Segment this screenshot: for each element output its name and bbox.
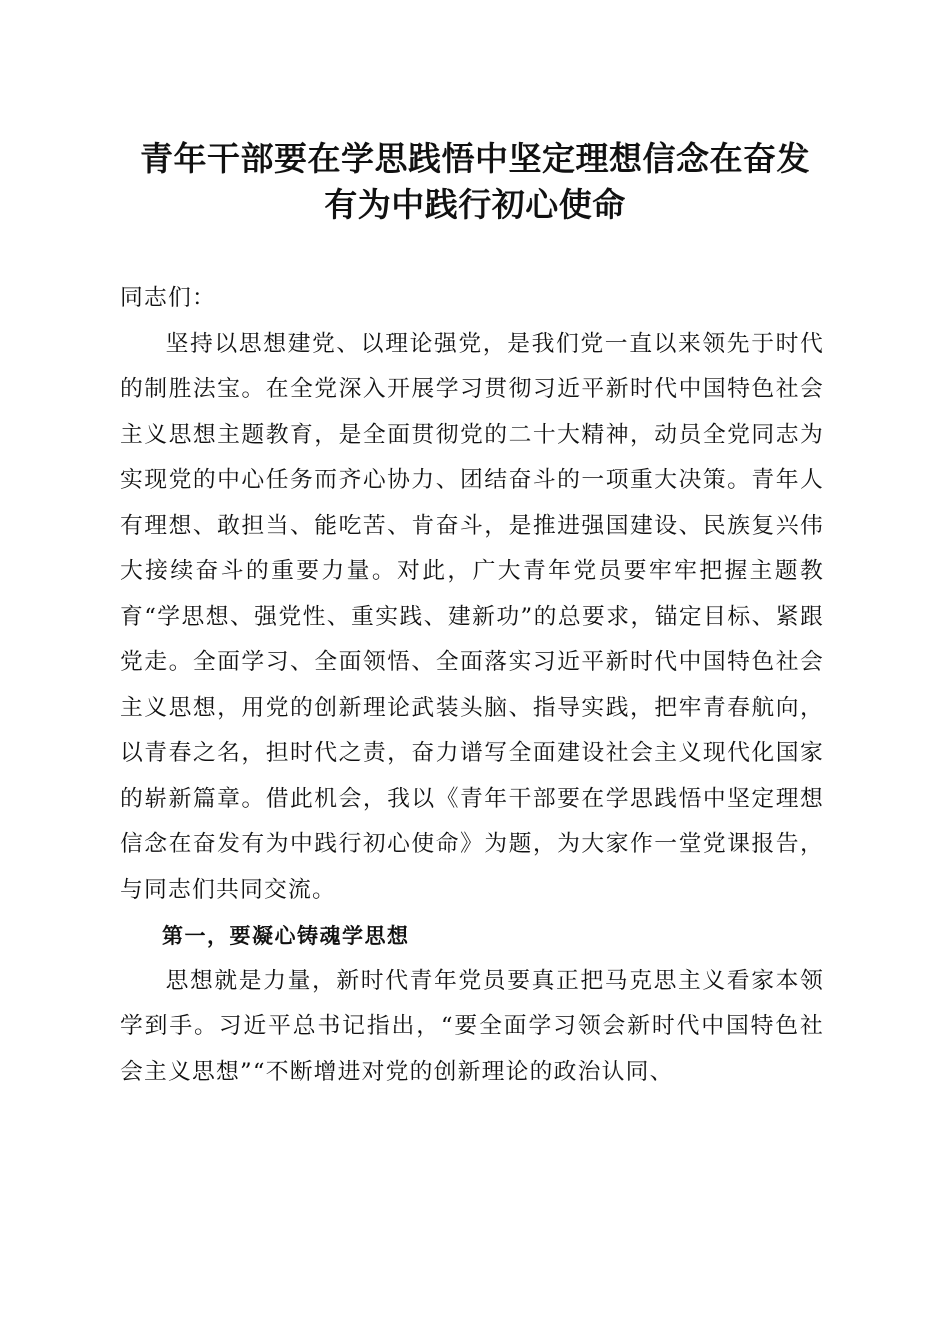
title-line-2: 有为中践行初心使命 xyxy=(324,185,626,224)
document-body xyxy=(120,276,824,1095)
salutation: 同志们： xyxy=(120,285,216,311)
document-title xyxy=(110,136,840,228)
title-line-1: 青年干部要在学思践悟中坚定理想信念在奋发 xyxy=(140,139,810,178)
paragraph-intro: 坚持以思想建党、以理论强党，是我们党一直以来领先于时代的制胜法宝。在全党深入开展学习贯彻习近平新时代中国特色社会主义思想主题教育，是全面贯彻党的二十大精神，动员全党同志为实现党的中心任务而齐心协力、团结奋斗的一项重大决策。青年人有理想、敢担当、能吃苦、肯奋斗，是推进强国建设、民族复兴伟大接续奋斗的重要力量。对此，广大青年党员要牢牢把握主题教育“学思想、强党性、重实践、建新功”的总要求，锚定目标、紧跟党走。全面学习、全面领悟、全面落实习近平新时代中国特色社会主义思想，用党的创新理论武装头脑、指导实践，把牢青春航向，以青春之名，担时代之责，奋力谱写全面建设社会主义现代化国家的崭新篇章。借此机会，我以《青年干部要在学思践悟中坚定理想信念在奋发有为中践行初心使命》为题，为大家作一堂党课报告，与同志们共同交流。 xyxy=(120,330,824,903)
section-heading-1: 第一，要凝心铸魂学思想 xyxy=(162,923,410,948)
paragraph-section-1: 思想就是力量，新时代青年党员要真正把马克思主义看家本领学到手。习近平总书记指出，“要全面学习领会新时代中国特色社会主义思想”“不断增进对党的创新理论的政治认同、 xyxy=(120,967,824,1085)
